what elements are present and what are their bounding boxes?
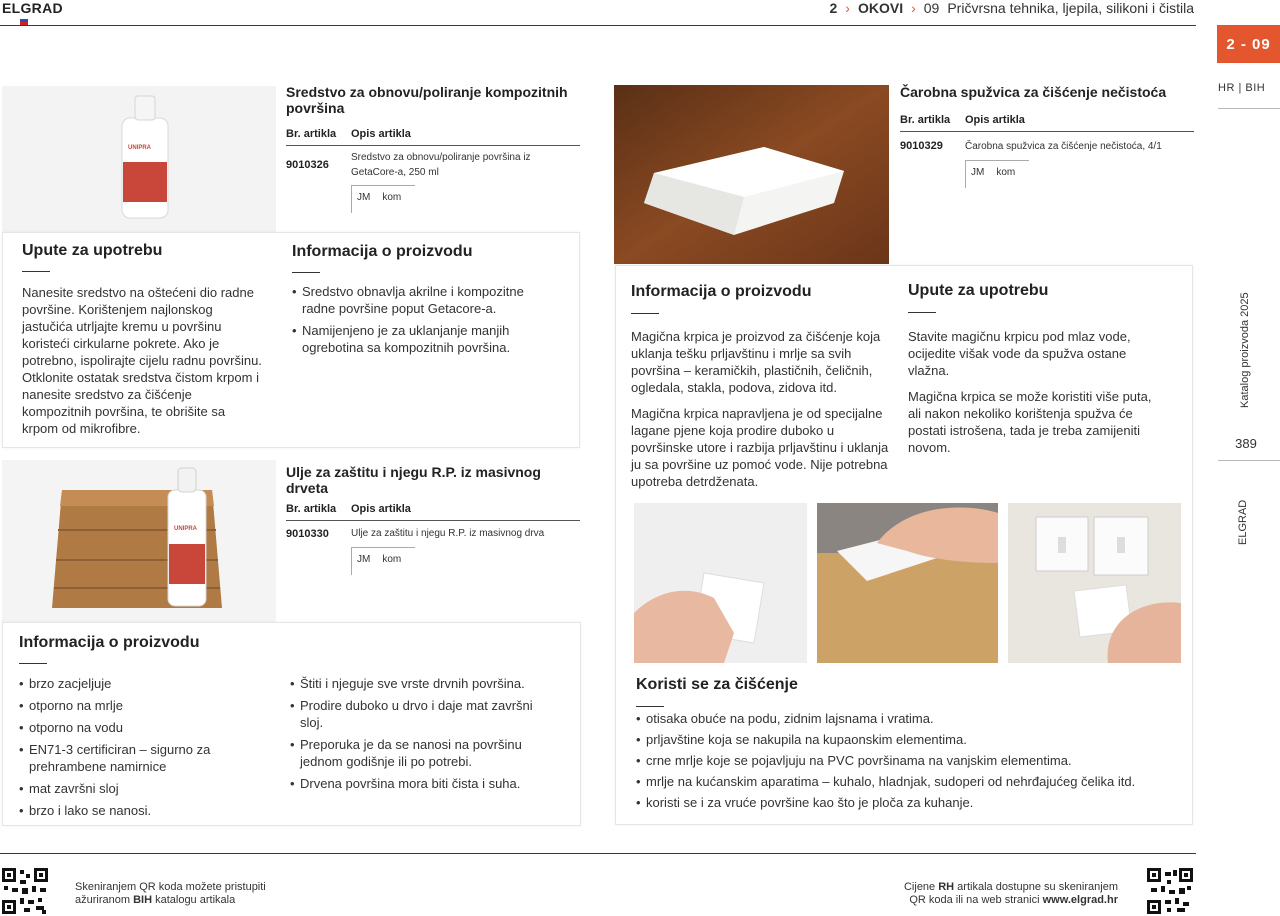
unit-cell [351, 547, 415, 575]
list-item: • Prodire duboko u drvo i daje mat završni sloj. [290, 697, 552, 731]
list-item: • mat završni sloj [19, 780, 239, 797]
heading-underline [22, 271, 50, 272]
product-title: Ulje za zaštitu i njegu R.P. iz masivnog drveta [286, 464, 541, 496]
unit-cell [965, 160, 1029, 188]
list-item: • Preporuka je da se nanosi na površinu jednom godišnje ili po potrebi. [290, 736, 552, 770]
product-image-polish [2, 86, 276, 232]
instructions-text: Nanesite sredstvo na oštećeni dio radne površine. Korištenjem najlonskog jastučića utrljajte kremu u površinu koristeći cirkularne pokrete. Ako je potrebno, ispolirajte cijelu radnu površinu. Otklonite ostatak sredstva čistom krpom i nanesite sredstvo za čišćenje kompozitnih površina, te obrišite sa krpom od mikrofibre. [22, 285, 262, 436]
section-heading: Informacija o proizvodu [292, 243, 473, 260]
section-heading: Koristi se za čišćenje [636, 676, 798, 693]
instructions-text: Magična krpica se može koristiti više puta, ali nakon nekoliko korištenja spužva će postati istrošena, tada je treba zamijeniti novom. [908, 389, 1152, 455]
table-header-article: Br. artikla [900, 114, 951, 126]
table-header-description: Opis artikla [965, 114, 1025, 126]
chevron-right-icon: › [911, 0, 916, 16]
list-item: • Drvena površina mora biti čista i suha. [290, 775, 552, 792]
unit-label: JM [357, 554, 371, 565]
info-text: Magična krpica napravljena je od specijalne lagane pjene koja prodire duboko u površinske utore i razbija prljavštinu i uklanja ju sa površine uz pomoć vode. Nije potrebna upotreba detrdženata. [631, 406, 889, 489]
instructions-text: Stavite magičnu krpicu pod mlaz vode, ocijedite višak vode da spužva ostane vlažna. [908, 329, 1131, 378]
list-item: • otporno na vodu [19, 719, 239, 736]
side-brand: ELGRAD [1237, 499, 1249, 545]
breadcrumb-subsection-number[interactable]: 09 [923, 0, 940, 16]
heading-underline [19, 663, 47, 664]
product-title: Sredstvo za obnovu/poliranje kompozitnih površina [286, 84, 568, 116]
footer-text: QR koda ili na web stranici [909, 894, 1043, 906]
footer-right-text [904, 881, 1118, 907]
unit-label: JM [357, 192, 371, 203]
unit-label: JM [971, 167, 985, 178]
footer-text: ažuriranom [75, 894, 134, 906]
info-text: Magična krpica je proizvod za čišćenje koja uklanja tešku prljavštinu i mrlje sa svih površina – keramičkih, plastičnih, čeličnih, ogledala, stakla, podova, zidova itd. [631, 329, 881, 395]
breadcrumb-section[interactable]: OKOVI [857, 0, 904, 16]
article-number[interactable]: 9010330 [286, 528, 329, 540]
section-heading: Upute za upotrebu [22, 242, 163, 259]
breadcrumb-subsection-title[interactable]: Pričvrsna tehnika, ljepila, silikoni i čistila [947, 0, 1194, 16]
usage-photo-wall [634, 503, 807, 663]
section-heading: Informacija o proizvodu [631, 283, 812, 300]
footer-left-text [75, 881, 266, 907]
features-list [19, 675, 239, 824]
list-item: • otisaka obuće na podu, zidnim lajsnama i vratima. [636, 710, 1176, 727]
unit-cell [351, 185, 415, 213]
table-header-description: Opis artikla [351, 128, 411, 140]
list-item: • EN71-3 certificiran – sigurno za prehrambene namirnice [19, 741, 239, 775]
qr-code-icon[interactable] [2, 868, 48, 914]
list-item: • prljavštine koja se nakupila na kupaonskim elementima. [636, 731, 1176, 748]
footer-line [75, 894, 266, 907]
product-title: Čarobna spužvica za čišćenje nečistoća [900, 84, 1167, 100]
breadcrumb-chapter[interactable]: 2 [829, 0, 838, 16]
footer-country: BIH [133, 894, 153, 906]
heading-underline [636, 706, 664, 707]
footer-text: Cijene [903, 881, 939, 893]
side-divider [1218, 460, 1280, 461]
table-divider [286, 145, 580, 146]
usage-photo-floor [817, 503, 998, 663]
heading-underline [908, 312, 936, 313]
list-item: • mrlje na kućanskim aparatima – kuhalo, hladnjak, sudoperi od nehrđajućeg čelika itd. [636, 773, 1176, 790]
article-description: Čarobna spužvica za čišćenje nečistoća, 4/1 [965, 141, 1162, 152]
table-divider [286, 520, 580, 521]
list-item: • koristi se i za vruće površine kao što je ploča za kuhanje. [636, 794, 1176, 811]
footer-line [904, 894, 1118, 907]
website-link[interactable]: www.elgrad.hr [1042, 894, 1118, 906]
list-item: • Sredstvo obnavlja akrilne i kompozitne radne površine poput Getacore-a. [292, 283, 552, 317]
uses-list [636, 710, 1176, 815]
usage-photo-switch [1008, 503, 1181, 663]
footer-line: Skeniranjem QR koda možete pristupiti [75, 881, 266, 893]
catalog-label: Katalog proizvoda 2025 [1239, 292, 1251, 408]
unit-value: kom [996, 167, 1016, 178]
footer-divider [0, 853, 1196, 854]
article-number[interactable]: 9010326 [286, 159, 329, 171]
heading-underline [631, 313, 659, 314]
article-number[interactable]: 9010329 [900, 140, 943, 152]
footer-country: RH [938, 881, 955, 893]
list-item: • brzo zacjeljuje [19, 675, 239, 692]
section-heading: Informacija o proizvodu [19, 634, 200, 651]
unit-value: kom [382, 192, 402, 203]
heading-underline [292, 272, 320, 273]
article-description: Ulje za zaštitu i njegu R.P. iz masivnog drva [351, 528, 545, 539]
footer-text: katalogu artikala [152, 894, 236, 906]
info-list [292, 283, 552, 361]
footer-line [904, 881, 1118, 894]
section-heading: Upute za upotrebu [908, 282, 1049, 299]
list-item: • otporno na mrlje [19, 697, 239, 714]
side-divider [1218, 108, 1280, 109]
article-description: Sredstvo za obnovu/poliranje površina iz GetaCore-a, 250 ml [351, 152, 531, 178]
language-label: HR | BIH [1218, 82, 1266, 94]
unit-value: kom [382, 554, 402, 565]
chapter-tab[interactable]: 2 - 09 [1217, 25, 1280, 63]
chevron-right-icon: › [845, 0, 850, 16]
header-divider [0, 25, 1196, 26]
list-item: • Namijenjeno je za uklanjanje manjih ogrebotina sa kompozitnih površina. [292, 322, 552, 356]
table-header-description: Opis artikla [351, 503, 411, 515]
product-image-oil [2, 460, 276, 622]
usage-list [290, 675, 552, 797]
table-divider [900, 131, 1194, 132]
label-text: UNIPRA [174, 526, 198, 532]
table-header-article: Br. artikla [286, 503, 337, 515]
page-number: 389 [1235, 436, 1257, 451]
table-header-article: Br. artikla [286, 128, 337, 140]
list-item: • brzo i lako se nanosi. [19, 802, 239, 819]
product-image-sponge [614, 85, 889, 264]
brand-logo: ELGRAD [2, 0, 63, 16]
label-text: UNIPRA [128, 145, 152, 151]
qr-code-icon[interactable] [1147, 868, 1193, 914]
list-item: • Štiti i njeguje sve vrste drvnih površina. [290, 675, 552, 692]
breadcrumb [830, 0, 1195, 16]
footer-text: artikala dostupne su skeniranjem [954, 881, 1118, 893]
list-item: • crne mrlje koje se pojavljuju na PVC površinama na vanjskim elementima. [636, 752, 1176, 769]
